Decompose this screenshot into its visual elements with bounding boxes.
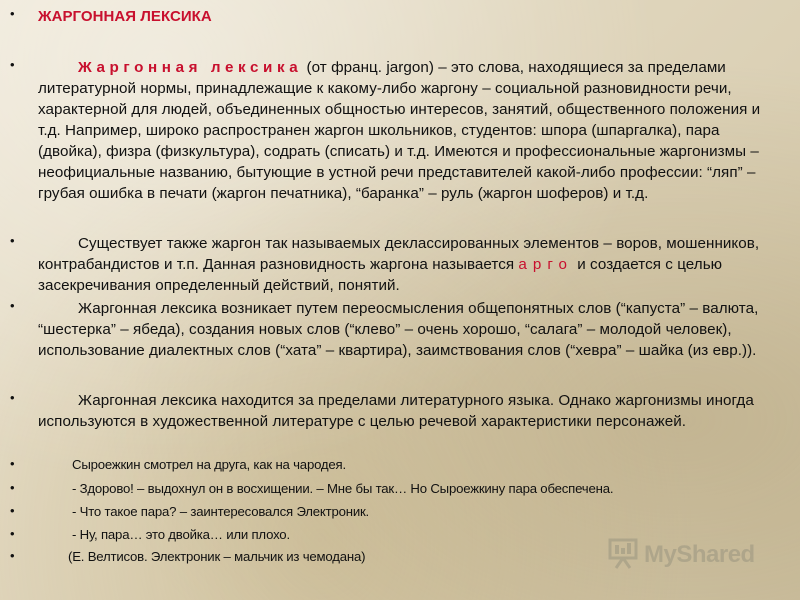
bullet-icon: •: [10, 503, 15, 518]
paragraph-argo: [38, 233, 766, 296]
paragraph-definition: [38, 57, 766, 204]
presentation-board-icon: [608, 537, 638, 574]
paragraph-text: Существует также жаргон так называемых деклассированных элементов – воров, мошенников, контрабандистов и т.п. Данная разновидность жаргона называется: [38, 235, 760, 273]
bullet-icon: •: [10, 6, 15, 21]
paragraph-usage: [38, 390, 766, 432]
quote-source: (Е. Велтисов. Электроник – мальчик из чемодана): [68, 549, 366, 564]
term-highlight: арго: [518, 256, 573, 273]
bullet-icon: •: [10, 233, 15, 248]
term-highlight: Жаргонная лексика: [78, 59, 303, 76]
bullet-icon: •: [10, 390, 15, 405]
paragraph-text: Жаргонная лексика находится за пределами литературного языка. Однако жаргонизмы иногда используются в художественной литературе с целью речевой характеристики персонажей.: [38, 392, 754, 430]
bullet-icon: •: [10, 480, 15, 495]
quote-text: - Ну, пара… это двойка… или плохо.: [72, 527, 290, 542]
paragraph-text: (от франц. jargon) – это слова, находящиеся за пределами литературной нормы, принадлежащие к какому-либо жаргону – социальной разновидности речи, характерной для людей, объединенных общностью интересов, занятий, общественного положения и т.д. Например, широко распространен жаргон школьников, студентов: шпора (шпаргалка), пара (двойка), физра (физкультура), содрать (списать) и т.д. Имеются и профессиональные жаргонизмы – неофициальные названию, бытующие в устной речи представителей какой-либо профессии: “ляп” – грубая ошибка в печати (жаргон печатника), “баранка” – руль (жаргон шоферов) и т.д.: [38, 59, 761, 202]
slide-heading: ЖАРГОННАЯ ЛЕКСИКА: [38, 8, 212, 25]
quote-text: - Здорово! – выдохнул он в восхищении. – Мне бы так… Но Сыроежкину пара обеспечена.: [72, 481, 614, 496]
watermark-logo: [608, 535, 768, 575]
paragraph-text: и создается с целью засекречивания определенный действий, понятий.: [38, 256, 723, 294]
paragraph-formation: [38, 298, 766, 361]
paragraph-text: Жаргонная лексика возникает путем переосмысления общепонятных слов (“капуста” – валюта, “шестерка” – ябеда), создания новых слов (“клево” – очень хорошо, “салага” – молодой человек), использование диалектных слов (“хата” – квартира), заимствования слов (“хевра” – шайка (из евр.)).: [38, 300, 759, 359]
bullet-icon: •: [10, 456, 15, 471]
bullet-icon: •: [10, 526, 15, 541]
bullet-icon: •: [10, 298, 15, 313]
bullet-icon: •: [10, 57, 15, 72]
bullet-icon: •: [10, 548, 15, 563]
quote-text: - Что такое пара? – заинтересовался Электроник.: [72, 504, 370, 519]
watermark-text: MyShared: [644, 541, 755, 568]
quote-text: Сыроежкин смотрел на друга, как на чародея.: [72, 457, 346, 472]
